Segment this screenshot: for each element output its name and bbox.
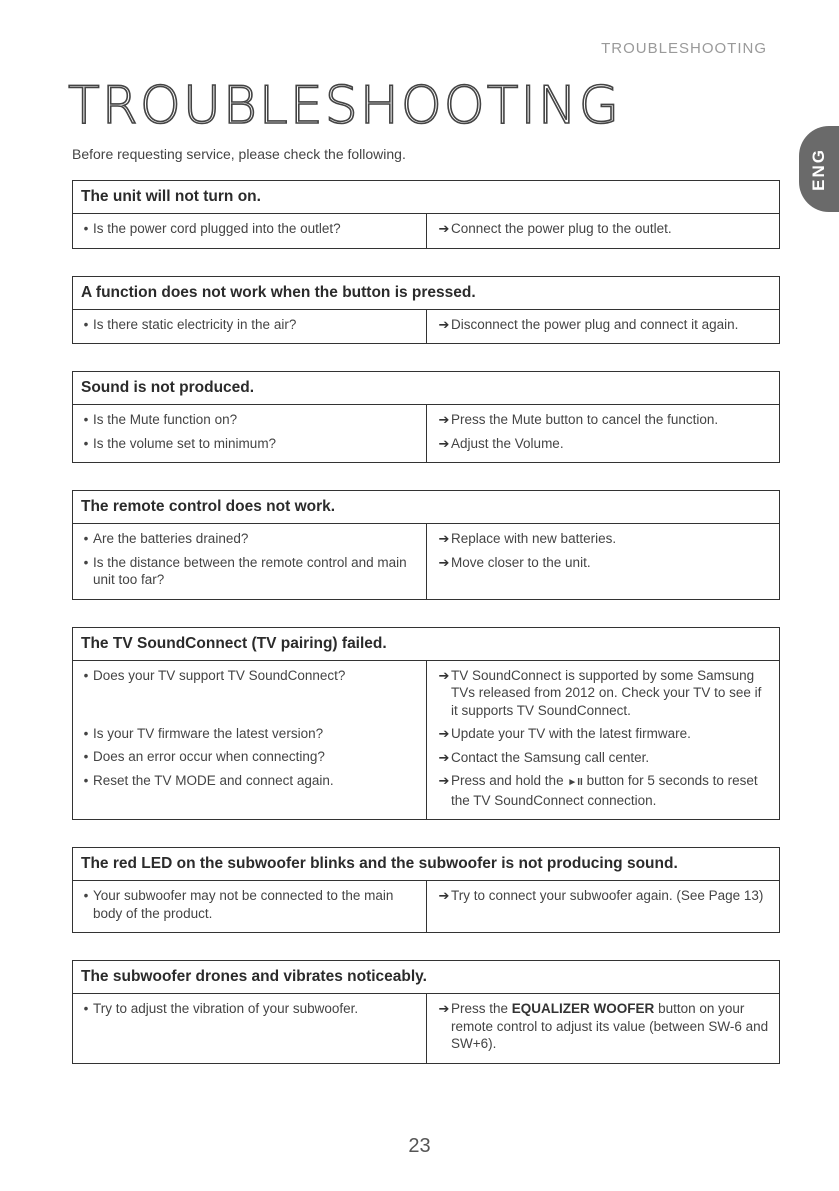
- problem-text: Are the batteries drained?: [93, 531, 249, 546]
- bullet-icon: •: [83, 749, 89, 764]
- problem-item: [79, 316, 426, 334]
- solution-item: [437, 887, 779, 905]
- arrow-icon: ➔: [438, 531, 450, 546]
- problem-item: [79, 772, 426, 790]
- language-tab: [799, 126, 839, 212]
- arrow-icon: ➔: [438, 888, 450, 903]
- arrow-icon: ➔: [438, 435, 450, 451]
- solution-column: [427, 994, 779, 1063]
- solution-column: [427, 214, 779, 248]
- arrow-icon: ➔: [438, 554, 450, 570]
- bullet-icon: •: [83, 221, 89, 236]
- solution-column: [427, 881, 779, 932]
- arrow-icon: ➔: [438, 316, 450, 332]
- problem-item: [79, 667, 426, 719]
- problem-column: [73, 214, 427, 248]
- solution-text: Replace with new batteries.: [451, 531, 617, 546]
- running-header: TROUBLESHOOTING: [601, 40, 767, 57]
- problem-item: [79, 530, 426, 548]
- solution-text: TV SoundConnect is supported by some Samsung TVs released from 2012 on. Check your TV to see if it supports TV SoundConnect.: [451, 667, 762, 718]
- solution-text-start: Press and hold the: [451, 773, 564, 788]
- solution-item: [437, 316, 779, 334]
- problem-text: Is the distance between the remote control and main unit too far?: [93, 554, 407, 587]
- problem-column: [73, 661, 427, 820]
- problem-text: Does your TV support TV SoundConnect?: [93, 667, 346, 683]
- bullet-icon: •: [83, 412, 89, 427]
- solution-item: [437, 554, 779, 572]
- solution-item: [437, 749, 779, 767]
- section-title: A function does not work when the button is pressed.: [73, 277, 779, 310]
- problem-column: [73, 405, 427, 462]
- problem-text: Is there static electricity in the air?: [93, 316, 297, 332]
- section-title: The TV SoundConnect (TV pairing) failed.: [73, 628, 779, 661]
- solution-item: [437, 667, 779, 720]
- problem-item: [79, 435, 426, 453]
- problem-item: [79, 411, 426, 429]
- page-title: TROUBLESHOOTING: [68, 76, 622, 136]
- problem-text: Is the power cord plugged into the outlet?: [93, 221, 341, 236]
- section-subwoofer-drones: [72, 960, 780, 1064]
- problem-column: [73, 881, 427, 932]
- solution-item: [437, 411, 779, 429]
- problem-text: Reset the TV MODE and connect again.: [93, 772, 334, 788]
- solution-text: Contact the Samsung call center.: [451, 749, 650, 765]
- solution-text-end: button on your remote control to adjust its value (between SW-6 and SW+6).: [451, 1001, 769, 1051]
- play-pause-icon: ►II: [567, 777, 583, 788]
- solution-text: Press the Mute button to cancel the function.: [451, 412, 719, 427]
- bullet-icon: •: [83, 772, 89, 788]
- problem-column: [73, 310, 427, 344]
- problem-text: Try to adjust the vibration of your subwoofer.: [93, 1001, 359, 1016]
- arrow-icon: ➔: [438, 412, 450, 427]
- solution-item: [437, 530, 779, 548]
- solution-text: Move closer to the unit.: [451, 554, 591, 570]
- section-tv-soundconnect-failed: [72, 627, 780, 821]
- solution-text-start: Press the: [451, 1001, 509, 1016]
- problem-item: [79, 554, 426, 589]
- problem-column: [73, 994, 427, 1063]
- bullet-icon: •: [83, 888, 89, 903]
- section-title: Sound is not produced.: [73, 372, 779, 405]
- solution-item: [437, 1000, 779, 1053]
- problem-text: Your subwoofer may not be connected to the main body of the product.: [93, 888, 394, 921]
- bullet-icon: •: [83, 725, 89, 741]
- section-function-not-work: [72, 276, 780, 345]
- equalizer-woofer-keyword: EQUALIZER WOOFER: [511, 1001, 655, 1016]
- problem-item: [79, 1000, 426, 1018]
- solution-item: [437, 220, 779, 238]
- intro-text: Before requesting service, please check the following.: [72, 146, 406, 162]
- bullet-icon: •: [83, 316, 89, 332]
- solution-item: [437, 725, 779, 743]
- arrow-icon: ➔: [438, 726, 450, 741]
- page-number: 23: [408, 1135, 431, 1157]
- problem-column: [73, 524, 427, 599]
- problem-text: Does an error occur when connecting?: [93, 749, 325, 764]
- problem-text: Is the Mute function on?: [93, 412, 238, 427]
- bullet-icon: •: [83, 435, 89, 451]
- bullet-icon: •: [83, 667, 89, 683]
- language-tab-label: ENG: [809, 147, 828, 191]
- section-red-led-blinks: [72, 847, 780, 933]
- arrow-icon: ➔: [438, 773, 450, 788]
- solution-column: [427, 310, 779, 344]
- problem-item: [79, 748, 426, 766]
- bullet-icon: •: [83, 554, 89, 570]
- solution-item: [437, 435, 779, 453]
- solution-text: [451, 1000, 779, 1053]
- problem-text: Is the volume set to minimum?: [93, 435, 277, 451]
- solution-column: [427, 405, 779, 462]
- solution-column: [427, 524, 779, 599]
- arrow-icon: ➔: [438, 221, 450, 236]
- section-title: The remote control does not work.: [73, 491, 779, 524]
- solution-text: Adjust the Volume.: [451, 435, 564, 451]
- solution-text: [451, 772, 779, 809]
- section-unit-not-turn-on: [72, 180, 780, 249]
- solution-column: [427, 661, 779, 820]
- solution-text: Connect the power plug to the outlet.: [451, 221, 672, 236]
- solution-text-end: button for 5 seconds to reset the TV SoundConnect connection.: [451, 773, 758, 808]
- arrow-icon: ➔: [438, 1001, 450, 1016]
- section-title: The red LED on the subwoofer blinks and the subwoofer is not producing sound.: [73, 848, 779, 881]
- problem-item: [79, 220, 426, 238]
- troubleshooting-content: [72, 180, 780, 1091]
- bullet-icon: •: [83, 1001, 89, 1016]
- solution-text: Update your TV with the latest firmware.: [451, 726, 691, 741]
- solution-text: Disconnect the power plug and connect it again.: [451, 316, 739, 332]
- section-remote-not-work: [72, 490, 780, 600]
- section-title: The unit will not turn on.: [73, 181, 779, 214]
- section-sound-not-produced: [72, 371, 780, 463]
- problem-text: Is your TV firmware the latest version?: [93, 725, 324, 741]
- problem-item: [79, 725, 426, 743]
- arrow-icon: ➔: [438, 749, 450, 765]
- problem-item: [79, 887, 426, 922]
- solution-item: [437, 772, 779, 809]
- arrow-icon: ➔: [438, 667, 450, 683]
- section-title: The subwoofer drones and vibrates noticeably.: [73, 961, 779, 994]
- bullet-icon: •: [83, 531, 89, 546]
- solution-text: Try to connect your subwoofer again. (See Page 13): [451, 888, 764, 903]
